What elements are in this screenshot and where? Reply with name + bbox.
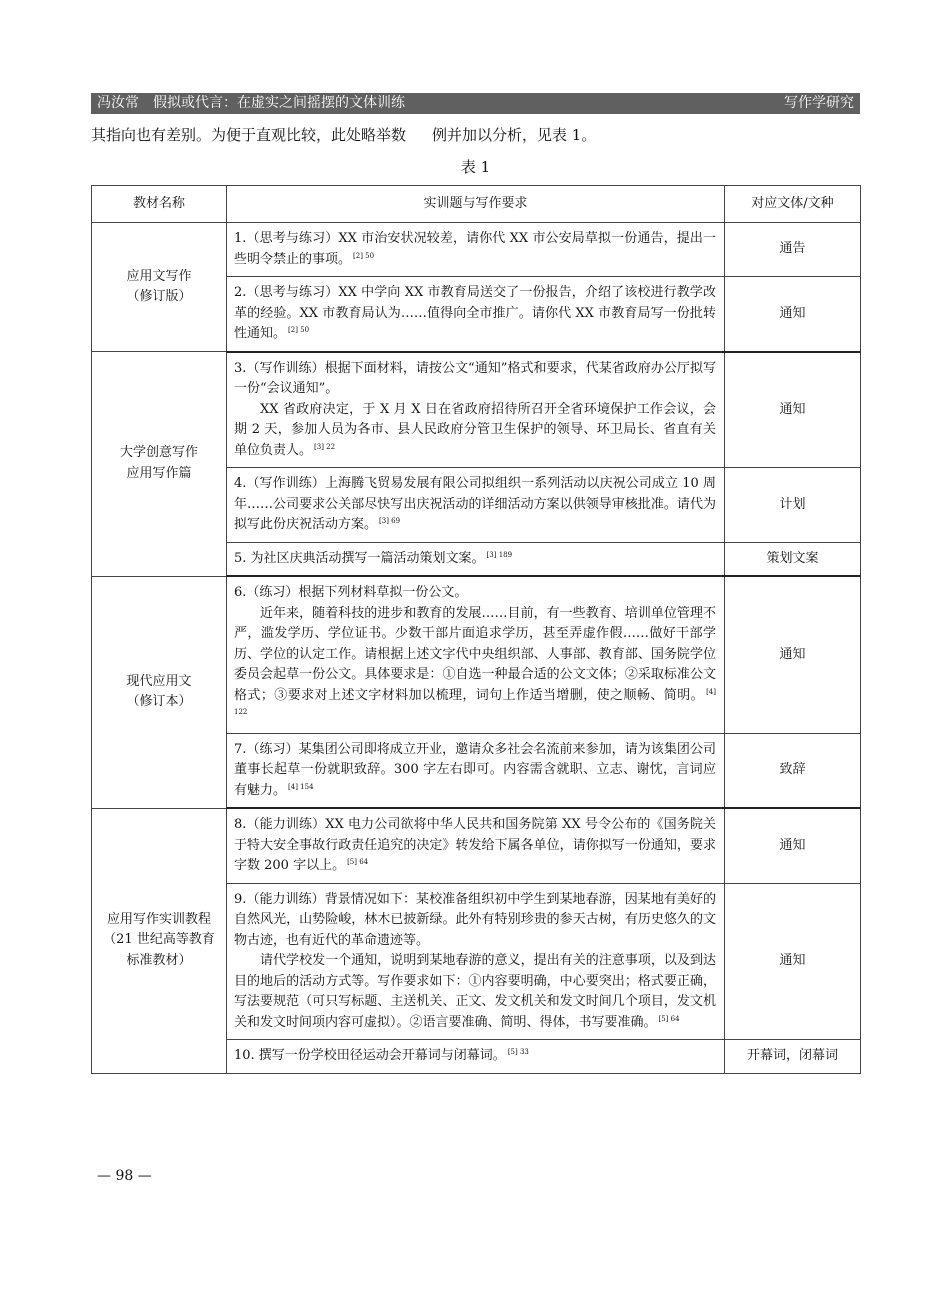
table-row — [92, 576, 861, 733]
exercise-paragraph — [234, 815, 716, 877]
exercise-paragraph — [234, 283, 716, 345]
table-body — [92, 223, 861, 1074]
exercise-text: 5. 为社区庆典活动撰写一篇活动策划文案。 — [234, 550, 485, 566]
exercise-cell — [227, 352, 725, 468]
citation-marker: [2] 50 — [288, 326, 310, 334]
exercise-cell — [227, 542, 725, 576]
exercise-paragraph — [234, 890, 716, 952]
exercise-paragraph — [234, 1046, 716, 1067]
lead-text-after: 例并加以分析，见表 1。 — [432, 126, 597, 144]
exercise-text: 10. 撰写一份学校田径运动会开幕词与闭幕词。 — [234, 1048, 506, 1063]
table-header-row — [92, 186, 861, 223]
citation-marker: [4] 154 — [288, 782, 314, 791]
table-row — [92, 223, 861, 277]
exercise-cell — [227, 223, 725, 277]
citation-marker: [5] 64 — [347, 858, 369, 866]
exercise-cell — [227, 1040, 725, 1074]
citation-marker: [3] 69 — [379, 517, 401, 525]
exercise-cell — [227, 733, 725, 808]
exercise-paragraph — [234, 583, 716, 604]
header-article-title: 冯汝常 假拟或代言：在虚实之间摇摆的文体训练 — [97, 95, 405, 111]
textbook-name-line: 应用写作篇 — [126, 465, 192, 481]
genre-cell: 通知 — [725, 576, 861, 733]
exercise-text: 3.（写作训练）根据下面材料，请按公文“通知”格式和要求，代某省政府办公厅拟写一份“会议通知”。 — [234, 360, 716, 396]
genre-cell: 开幕词，闭幕词 — [725, 1040, 861, 1074]
textbook-name-line: 应用文写作 — [126, 268, 192, 284]
citation-marker: [5] 33 — [507, 1048, 529, 1056]
genre-cell: 通知 — [725, 883, 861, 1040]
exercise-text: 9.（能力训练）背景情况如下：某校准备组织初中学生到某地春游，因某地有美好的自然风光，山势险峻，林木已披新绿。此外有特别珍贵的参天古树，有历史悠久的文物古迹，也有近代的革命遗迹等。 — [234, 891, 716, 948]
exercise-cell — [227, 576, 725, 733]
textbook-name-line: 现代应用文 — [126, 673, 192, 689]
citation-marker: [2] 50 — [353, 251, 375, 260]
exercise-paragraph — [234, 229, 716, 270]
table-row — [92, 808, 861, 883]
exercise-text: 近年来，随着科技的进步和教育的发展……目前，有一些教育、培训单位管理不严，滥发学历、学位证书。少数干部片面追求学历，甚至弄虚作假……做好干部学历、学位的认定工作。请根据上述文字代中央组织部、人事部、教育部、国务院学位委员会起草一份公文。具体要求是：①自选一种最合适的公文文体；②采取标准公文格式；③要求对上述文字材料加以梳理，词句上作适当增删，使之顺畅、简明。 — [234, 605, 716, 703]
citation-marker: [3] 22 — [314, 442, 336, 451]
genre-cell: 计划 — [725, 468, 861, 543]
exercise-cell — [227, 277, 725, 352]
comparison-table — [91, 185, 861, 1074]
exercise-cell — [227, 468, 725, 543]
exercise-paragraph — [234, 359, 716, 400]
textbook-name-line: （21 世纪高等教育 — [103, 932, 215, 948]
textbook-name-line: （修订版） — [126, 289, 192, 304]
textbook-name-line: 标准教材） — [126, 952, 192, 968]
exercise-text: 7.（练习）某集团公司即将成立开业，邀请众多社会名流前来参加，请为该集团公司董事长起草一份就职致辞。300 字左右即可。内容需含就职、立志、谢忱，言词应有魅力。 — [234, 741, 716, 798]
exercise-paragraph — [234, 400, 716, 462]
table-row — [92, 352, 861, 468]
exercise-text: 4.（写作训练）上海腾飞贸易发展有限公司拟组织一系列活动以庆祝公司成立 10 周年……公司要求公关部尽快写出庆祝活动的详细活动方案以供领导审核批准。请代为拟写此份庆祝活动方案。 — [234, 476, 716, 532]
lead-paragraph — [91, 124, 851, 146]
textbook-name-cell — [92, 576, 227, 808]
page-number: — 98 — — [97, 1168, 152, 1184]
running-header — [91, 93, 860, 114]
exercise-paragraph — [234, 549, 716, 570]
genre-cell: 通知 — [725, 277, 861, 352]
exercise-text: 请代学校发一个通知，说明到某地春游的意义，提出有关的注意事项，以及到达目的地后的活动方式等。写作要求如下：①内容要明确，中心要突出；格式要正确，写法要规范（可只写标题、主送机关、正文、发文机关和发文时间几个项目，发文机关和发文时间项内容可虚拟）。②语言要准确、简明、得体，书写要准确。 — [234, 953, 716, 1030]
genre-cell: 致辞 — [725, 733, 861, 808]
exercise-paragraph — [234, 951, 716, 1033]
exercise-cell — [227, 883, 725, 1040]
citation-marker: [5] 64 — [658, 1014, 680, 1023]
textbook-name-cell — [92, 352, 227, 577]
exercise-text: 6.（练习）根据下列材料草拟一份公文。 — [234, 585, 468, 600]
exercise-text: 8.（能力训练）XX 电力公司欲将中华人民共和国务院第 XX 号令公布的《国务院关于特大安全事故行政责任追究的决定》转发给下属各单位，请你拟写一份通知，要求字数 200 字以上。 — [234, 817, 716, 873]
textbook-name-cell — [92, 808, 227, 1073]
genre-cell: 策划文案 — [725, 542, 861, 576]
exercise-paragraph — [234, 740, 716, 802]
exercise-cell — [227, 808, 725, 883]
exercise-paragraph — [234, 474, 716, 536]
citation-marker: [4] 122 — [234, 687, 716, 716]
lead-text-before: 其指向也有差别。为便于直观比较，此处略举数 — [91, 126, 407, 144]
textbook-name-cell — [92, 223, 227, 352]
exercise-text: 2.（思考与练习）XX 中学向 XX 市教育局送交了一份报告，介绍了该校进行教学改革的经验。XX 市教育局认为……值得向全市推广。请你代 XX 市教育局写一份批转性通知。 — [234, 285, 716, 341]
table-caption: 表 1 — [460, 158, 491, 176]
column-header: 实训题与写作要求 — [227, 186, 725, 223]
genre-cell: 通告 — [725, 223, 861, 277]
exercise-text: XX 省政府决定，于 X 月 X 日在省政府招待所召开全省环境保护工作会议，会期 2 天，参加人员为各市、县人民政府分管卫生保护的领导、环卫局长、省直有关单位负责人。 — [234, 401, 716, 458]
textbook-name-line: 大学创意写作 — [119, 445, 198, 461]
exercise-paragraph — [234, 604, 716, 727]
exercise-text: 1.（思考与练习）XX 市治安状况较差，请你代 XX 市公安局草拟一份通告，提出一些明令禁止的事项。 — [234, 231, 716, 267]
genre-cell: 通知 — [725, 352, 861, 468]
column-header: 对应文体/文种 — [725, 186, 861, 223]
header-journal-section: 写作学研究 — [784, 95, 854, 111]
citation-marker: [3] 189 — [486, 550, 513, 559]
textbook-name-line: 应用写作实训教程 — [106, 911, 211, 927]
textbook-name-line: （修订本） — [126, 694, 192, 709]
column-header: 教材名称 — [92, 186, 227, 223]
genre-cell: 通知 — [725, 808, 861, 883]
